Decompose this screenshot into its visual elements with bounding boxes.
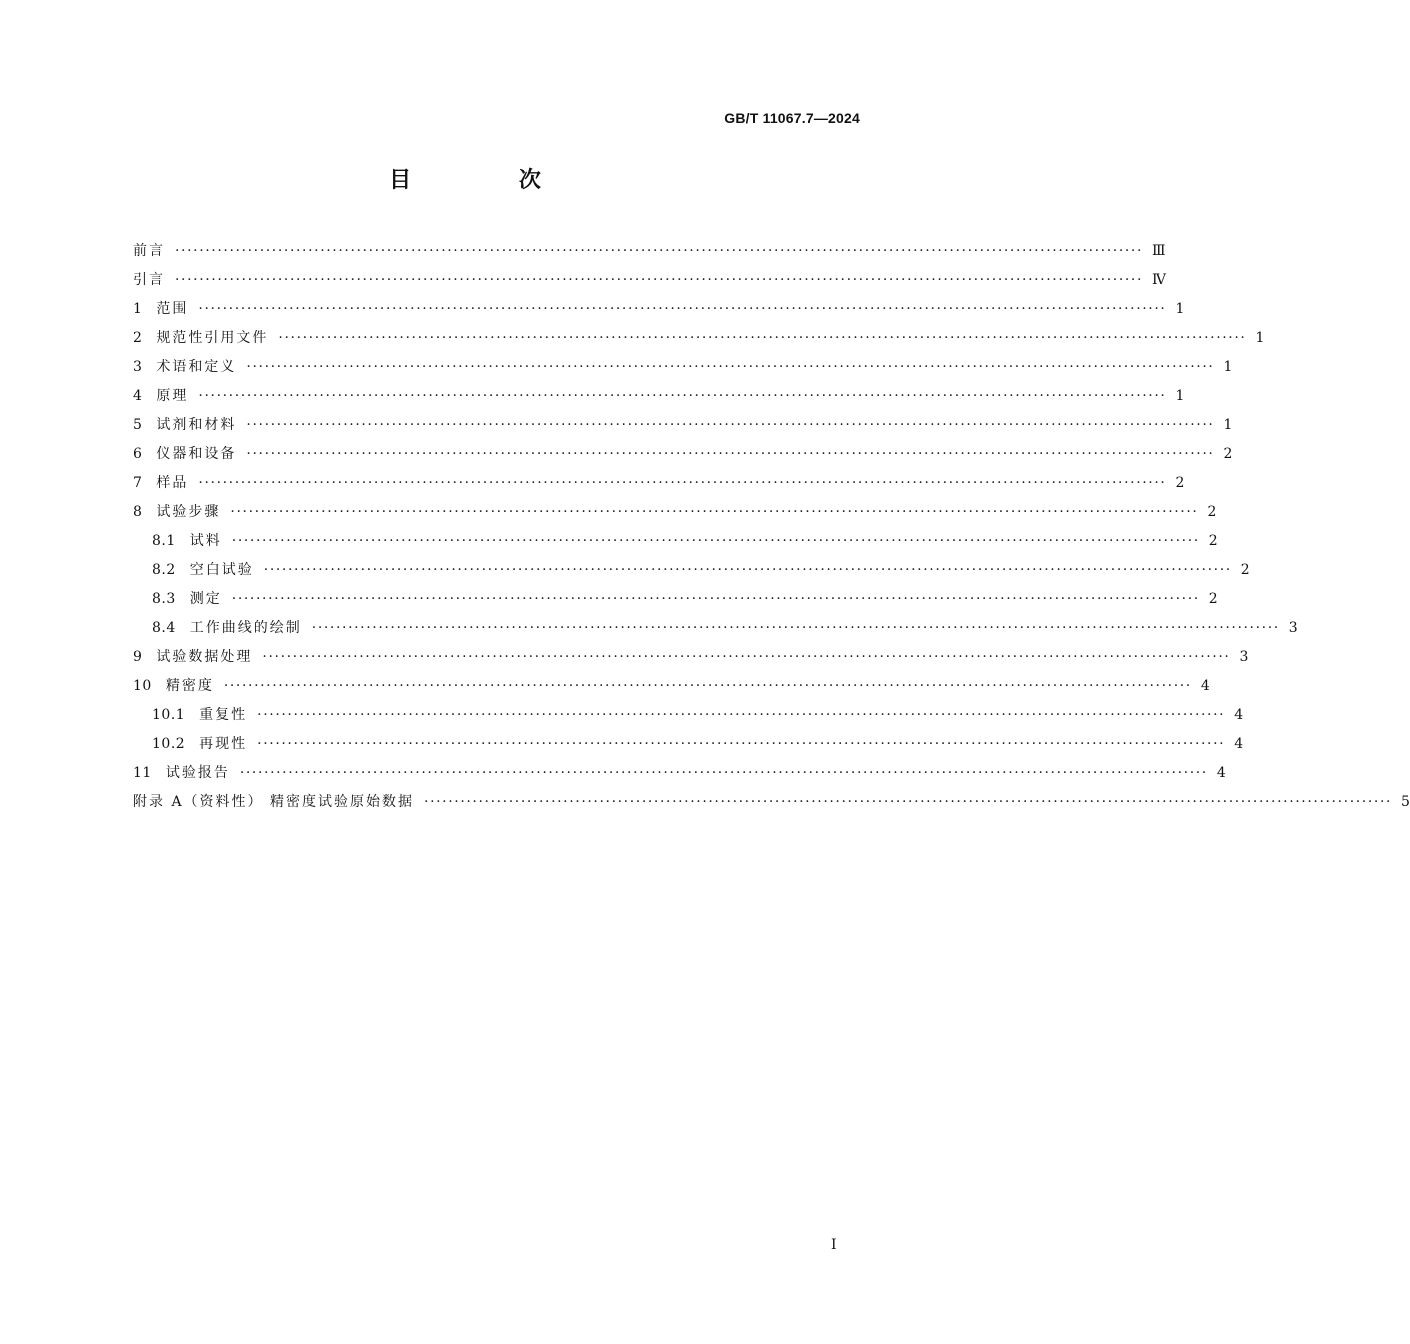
page-title: 目 次 — [389, 168, 591, 193]
toc-entry-label: 工作曲线的绘制 — [189, 620, 302, 636]
toc-entry-page: 4 — [1234, 707, 1244, 723]
toc-leader-dots: ································································································································································ — [257, 736, 1226, 752]
toc-entry-page: 1 — [1175, 388, 1185, 404]
toc-leader-dots: ································································································································································ — [246, 359, 1215, 375]
toc-leader-dots: ································································································································································ — [263, 562, 1232, 578]
toc-leader-dots: ································································································································································ — [311, 620, 1280, 636]
toc-leader-dots: ································································································································································ — [257, 707, 1226, 723]
toc-entry[interactable] — [133, 501, 1217, 530]
toc-entry[interactable] — [133, 733, 1244, 762]
toc-entry-page: 2 — [1223, 446, 1233, 462]
toc-entry-label: 附录 A（资料性） 精密度试验原始数据 — [133, 794, 415, 810]
toc-entry-number: 8.1 — [152, 533, 176, 549]
toc-entry[interactable] — [133, 472, 1185, 501]
toc-entry-label: 空白试验 — [189, 562, 254, 578]
toc-entry-number: 9 — [133, 649, 143, 665]
toc-leader-dots: ································································································································································ — [223, 678, 1192, 694]
toc-entry-label: 再现性 — [199, 736, 248, 752]
toc-entry[interactable] — [133, 240, 1166, 269]
toc-leader-dots: ································································································································································ — [246, 417, 1215, 433]
toc-entry-label: 规范性引用文件 — [156, 330, 269, 346]
standard-code: GB/T 11067.7—2024 — [724, 110, 860, 126]
toc-entry[interactable] — [133, 704, 1244, 733]
toc-entry-page: 4 — [1234, 736, 1244, 752]
toc-leader-dots: ································································································································································ — [424, 794, 1393, 810]
toc-leader-dots: ································································································································································ — [198, 301, 1167, 317]
toc-entry-number: 10 — [133, 678, 152, 694]
toc-entry-page: 1 — [1255, 330, 1265, 346]
toc-leader-dots: ································································································································································ — [262, 649, 1231, 665]
toc-leader-dots: ································································································································································ — [278, 330, 1247, 346]
toc-entry-number: 8.2 — [152, 562, 176, 578]
toc-entry-label: 试料 — [189, 533, 222, 549]
toc-entry-number: 5 — [133, 417, 143, 433]
toc-entry-page: 2 — [1175, 475, 1185, 491]
toc-entry[interactable] — [133, 414, 1233, 443]
toc-entry-number: 1 — [133, 301, 143, 317]
toc-leader-dots: ································································································································································ — [175, 243, 1144, 259]
toc-entry-label: 前言 — [133, 243, 165, 259]
toc-entry[interactable] — [133, 443, 1233, 472]
toc-entry-number: 10.1 — [152, 707, 186, 723]
toc-entry-label: 重复性 — [199, 707, 248, 723]
toc-entry-number: 6 — [133, 446, 143, 462]
toc-entry-page: 1 — [1223, 417, 1233, 433]
toc-entry-number: 8.4 — [152, 620, 176, 636]
toc-entry-number: 8.3 — [152, 591, 176, 607]
toc-entry-page: 2 — [1240, 562, 1250, 578]
toc-entry-page: 2 — [1208, 591, 1218, 607]
toc-entry[interactable] — [133, 269, 1167, 298]
toc-entry-label: 试验数据处理 — [156, 649, 253, 665]
toc-leader-dots: ································································································································································ — [230, 504, 1199, 520]
toc-entry[interactable] — [133, 356, 1233, 385]
toc-entry-page: 3 — [1239, 649, 1249, 665]
toc-entry-page: 5 — [1401, 794, 1410, 810]
toc-entry-page: 1 — [1175, 301, 1185, 317]
toc-leader-dots: ································································································································································ — [198, 475, 1167, 491]
toc-entry-page: Ⅳ — [1152, 272, 1167, 288]
toc-entry-number: 8 — [133, 504, 143, 520]
toc-entry-label: 术语和定义 — [156, 359, 237, 375]
footer-page-number: Ⅰ — [831, 1237, 837, 1253]
toc-entry-number: 2 — [133, 330, 143, 346]
toc-entry-label: 测定 — [189, 591, 222, 607]
toc-entry-label: 仪器和设备 — [156, 446, 237, 462]
toc-entry-label: 试剂和材料 — [156, 417, 237, 433]
toc-entry[interactable] — [133, 530, 1218, 559]
toc-entry[interactable] — [133, 791, 1410, 820]
toc-entry-number: 3 — [133, 359, 143, 375]
toc-entry-page: Ⅲ — [1152, 243, 1166, 259]
toc-leader-dots: ································································································································································ — [198, 388, 1167, 404]
toc-entry[interactable] — [133, 327, 1265, 356]
toc-entry-number: 4 — [133, 388, 143, 404]
toc-entry[interactable] — [133, 385, 1185, 414]
toc-entry[interactable] — [133, 588, 1218, 617]
toc-entry-page: 4 — [1216, 765, 1226, 781]
toc-entry[interactable] — [133, 559, 1250, 588]
toc-entry-page: 2 — [1207, 504, 1217, 520]
toc-entry-page: 2 — [1208, 533, 1218, 549]
toc-entry-label: 试验报告 — [165, 765, 230, 781]
toc-entry-number: 10.2 — [152, 736, 186, 752]
toc-entry[interactable] — [133, 762, 1226, 791]
toc-leader-dots: ································································································································································ — [239, 765, 1208, 781]
toc-entry-number: 7 — [133, 475, 143, 491]
toc-leader-dots: ································································································································································ — [175, 272, 1144, 288]
toc-entry[interactable] — [133, 617, 1298, 646]
table-of-contents — [133, 240, 1410, 820]
toc-entry-label: 试验步骤 — [156, 504, 221, 520]
toc-entry-label: 精密度 — [165, 678, 214, 694]
toc-entry-page: 1 — [1223, 359, 1233, 375]
toc-entry-label: 样品 — [156, 475, 189, 491]
toc-entry-number: 11 — [133, 765, 152, 781]
toc-leader-dots: ································································································································································ — [231, 533, 1200, 549]
toc-entry-page: 3 — [1288, 620, 1298, 636]
toc-entry[interactable] — [133, 675, 1210, 704]
toc-entry-label: 引言 — [133, 272, 165, 288]
toc-entry-page: 4 — [1200, 678, 1210, 694]
toc-leader-dots: ································································································································································ — [231, 591, 1200, 607]
toc-entry-label: 范围 — [156, 301, 189, 317]
toc-leader-dots: ································································································································································ — [246, 446, 1215, 462]
toc-entry[interactable] — [133, 646, 1249, 675]
toc-entry[interactable] — [133, 298, 1185, 327]
toc-entry-label: 原理 — [156, 388, 189, 404]
